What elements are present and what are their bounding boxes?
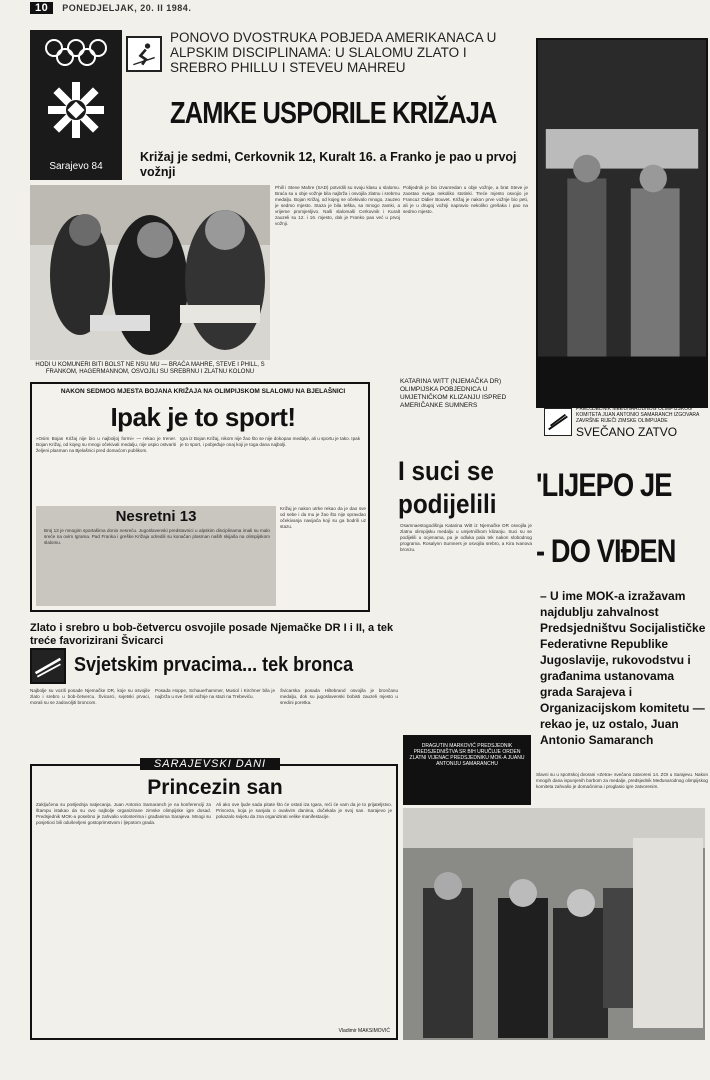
witt-body: Osamnaestogodišnja Katarina Witt iz Njemačke DR osvojila je zlatnu olimpijsku medalju u umjetničkom klizanju. Suci su se podijelili u ocjenama, pa je odluka pala tek nakon slobodnog programa. Rosalynn Sumners je osvojila srebro, a Kira Ivanova bronzu.	[400, 523, 532, 552]
princezin-headline: Princezin san	[147, 776, 283, 799]
bobsleigh-icon	[30, 648, 66, 684]
bob-col1: Najbolje su vozili posade Njemačke DR, koje su osvojile zlato i srebro u bob-četvercu. Švicarci, svjetski prvaci, morali su se zadovoljiti broncom.	[30, 688, 150, 705]
page-number: 10	[30, 2, 53, 14]
main-kicker: PONOVO DVOSTRUKA POBJEDA AMERIKANACA U ALPSKIM DISCIPLINAMA: U SLALOMU ZLATO I SREBRO PHILLU I STEVEU MAHREU	[170, 30, 497, 75]
main-headline: ZAMKE USPORILE KRIŽAJA	[170, 95, 497, 130]
witt-caption: KATARINA WITT (NJEMAČKA DR) OLIMPIJSKA POBJEDNICA U UMJETNIČKOM KLIZANJU ISPRED AMERIČANKE SUMNERS	[400, 378, 507, 409]
ipak-col3: Križaj je nakon utrke rekao da je dao sve od sebe i da mu je žao što nije opravdao očekivanja navijača koji su ga bodrili uz stazu.	[280, 506, 366, 529]
main-subhead: Križaj je sedmi, Cerkovnik 12, Kuralt 16. a Franko je pao u prvoj vožnji	[140, 150, 517, 179]
sarajevski-dani-label: SARAJEVSKI DANI	[140, 758, 280, 770]
princezin-col1: Zaključena su posljednja natjecanja. Juan Antonio Samaranch je na konferenciji za štampu istakao da su ovo najbolje organizirane zimske olimpijske igre dosad. Predsjednik MOK-a posebno je zahvalio volonterima i građanima Sarajeva. Mnogi su posjetioci bili oduševljeni gostoprimstvom i ljepotom grada.	[36, 802, 211, 825]
officials-photo	[403, 808, 705, 1040]
sarajevo-84-logo	[30, 30, 122, 180]
closing-header: SVEČANO ZATVO	[576, 425, 678, 439]
top-strip	[30, 2, 240, 18]
skiers-photo	[30, 185, 270, 360]
ipak-col1: »Osim Bojan Križaj nije bio u najboljoj formi« — rekao je trener. Bojan Križaj, od kojeg su mnogi očekivali medalju, nije uspio ostvariti željeni plasman na Bjelašnici pred domaćom publikom.	[36, 436, 176, 453]
bob-col2: Posada Hoppe, Schauerhammer, Musiol i Kirchner bila je najbrža u sve četiri vožnje na stazi na Trebeviću.	[155, 688, 275, 699]
page-date: PONEDJELJAK, 20. II 1984.	[62, 3, 192, 13]
award-caption-box: DRAGUTIN MARKOVIĆ PREDSJEDNIK PREDSJEDNIŠTVA SR BIH URUČUJE ORDEN ZLATNI VIJENAC PREDSJEDNIKU MOK-A JUANU ANTONIJU SAMARANCHU	[403, 735, 531, 805]
main-body-col2: Pobjednik je bio izvanredan u obje vožnje, a brat Steve je zaostao svega nekoliko stotinki. Treće mjesto osvojio je Francuz Didier Bouvet. Križaj je nakon prve vožnje bio peti, ali je u drugoj vožnji napravio nekoliko grešaka i pao na sedmo mjesto.	[403, 185, 528, 214]
main-body-col1: Phill i Steve Mahre (SAD) potvrdili su svoju klasu u slalomu. Braća su u obje vožnje bila najbrža i osvojila zlatnu i srebrnu medalju. Bojan Križaj, od kojeg se očekivalo mnogo, zauzeo je sedmo mjesto. Staza je bila teška, sa mnogo zamki, a vrijeme promjenljivo. Naši slalomaši Cerkovnik i Kuralt zauzeli su 12. i 16. mjesto, dok je Franko pao već u prvoj vožnji.	[275, 185, 400, 226]
closing-quote	[536, 452, 708, 584]
skiing-logo-icon	[544, 408, 572, 436]
closing-photo-caption: PREDSJEDNIK MEĐUNARODNOG OLIMPIJSKOG KOMITETA JUAN ANTONIO SAMARANCH IZGOVARA ZAVRŠNE RIJEČI ZIMSKE OLIMPIJADE	[576, 406, 700, 424]
alpine-skiing-icon	[126, 36, 162, 72]
logo-text: Sarajevo 84	[49, 161, 103, 172]
closing-body: – U ime MOK-a izražavam najdublju zahvalnost Predsjedništvu Socijalističke Federativne Republike Jugoslavije, rukovodstvu i građanima ustanovama grada Sarajeva i Organizacijskom komitetu — rekao je, uz ostalo, Juan Antonio Samaranch	[540, 589, 706, 747]
nesretni-body: Broj 13 je mnogim sportašima donio nesreću. Jugoslavenski predstavnici u alpskim disciplinama imali su malo sreće na ovim Igrama. Pad Franka i greške Križaja odredili su konačan plasman naših skijaša na olimpijskom slalomu.	[44, 528, 270, 545]
princezin-signature: Vladimir MAKSIMOVIĆ	[338, 1028, 390, 1034]
princezin-col2: Ali ako ove ljude sada pitate što će ostati iza Igara, reći će vam da je to prijateljstvo. Princeza, koja je sanjala o ovakvim danima, dočekala je svoj san. Sarajevo je pokazalo svijetu da zna organizirati velike manifestacije.	[216, 802, 392, 819]
snowflake-emblem-icon	[46, 80, 106, 140]
bob-headline: Svjetskim prvacima... tek bronca	[74, 654, 354, 676]
closing-ceremony-photo	[536, 38, 708, 408]
quote-line-2: - DO VIĐEN	[536, 533, 676, 569]
bob-col3: Švicarska posada Hiltebrand osvojila je brončanu medalju, dok su jugoslavenski bobisti zauzeli mjesto u sredini poretka.	[280, 688, 398, 705]
ipak-title: Ipak je to sport!	[110, 402, 296, 432]
quote-line-1: 'LIJEPO JE	[536, 467, 672, 503]
skiers-photo-caption: HODI U KOMUNERI BITI BOLST NE NSU MU — BRAĆA MAHRE, STEVE I PHILL, S FRANKOM, HAGERMANNOM, OSVOJILI SU SREBRNU I ZLATNU KOLONU	[35, 362, 265, 375]
bob-kicker: Zlato i srebro u bob-četvercu osvojile posade Njemačke DR I i II, a tek treće favorizirani Švicarci	[30, 622, 394, 647]
ipak-col2: Igra iz Bojan Križaj, nikom nije žao što se nije dokopao medalje, ali u sportu je tako. Ipak je to sport, i pobjeđuje onaj koji je toga dana najbolji.	[180, 436, 360, 447]
nesretni-title: Nesretni 13	[115, 508, 197, 525]
closing-small-text: Slavni su u sportskoj dvorani »Zetra« svečano zatvoreni 14. ZOI u Sarajevu. Nakon mnogih dana ispunjenih borbom za medalje, predsjednik Međunarodnog olimpijskog komiteta zahvalio je domaćinima i proglasio igre zatvorenim.	[536, 772, 708, 789]
olympic-rings-icon	[40, 38, 112, 68]
witt-headline: I suci se podijelili	[398, 456, 497, 519]
ipak-kicker: NAKON SEDMOG MJESTA BOJANA KRIŽAJA NA OLIMPIJSKOM SLALOMU NA BJELAŠNICI	[60, 388, 346, 395]
